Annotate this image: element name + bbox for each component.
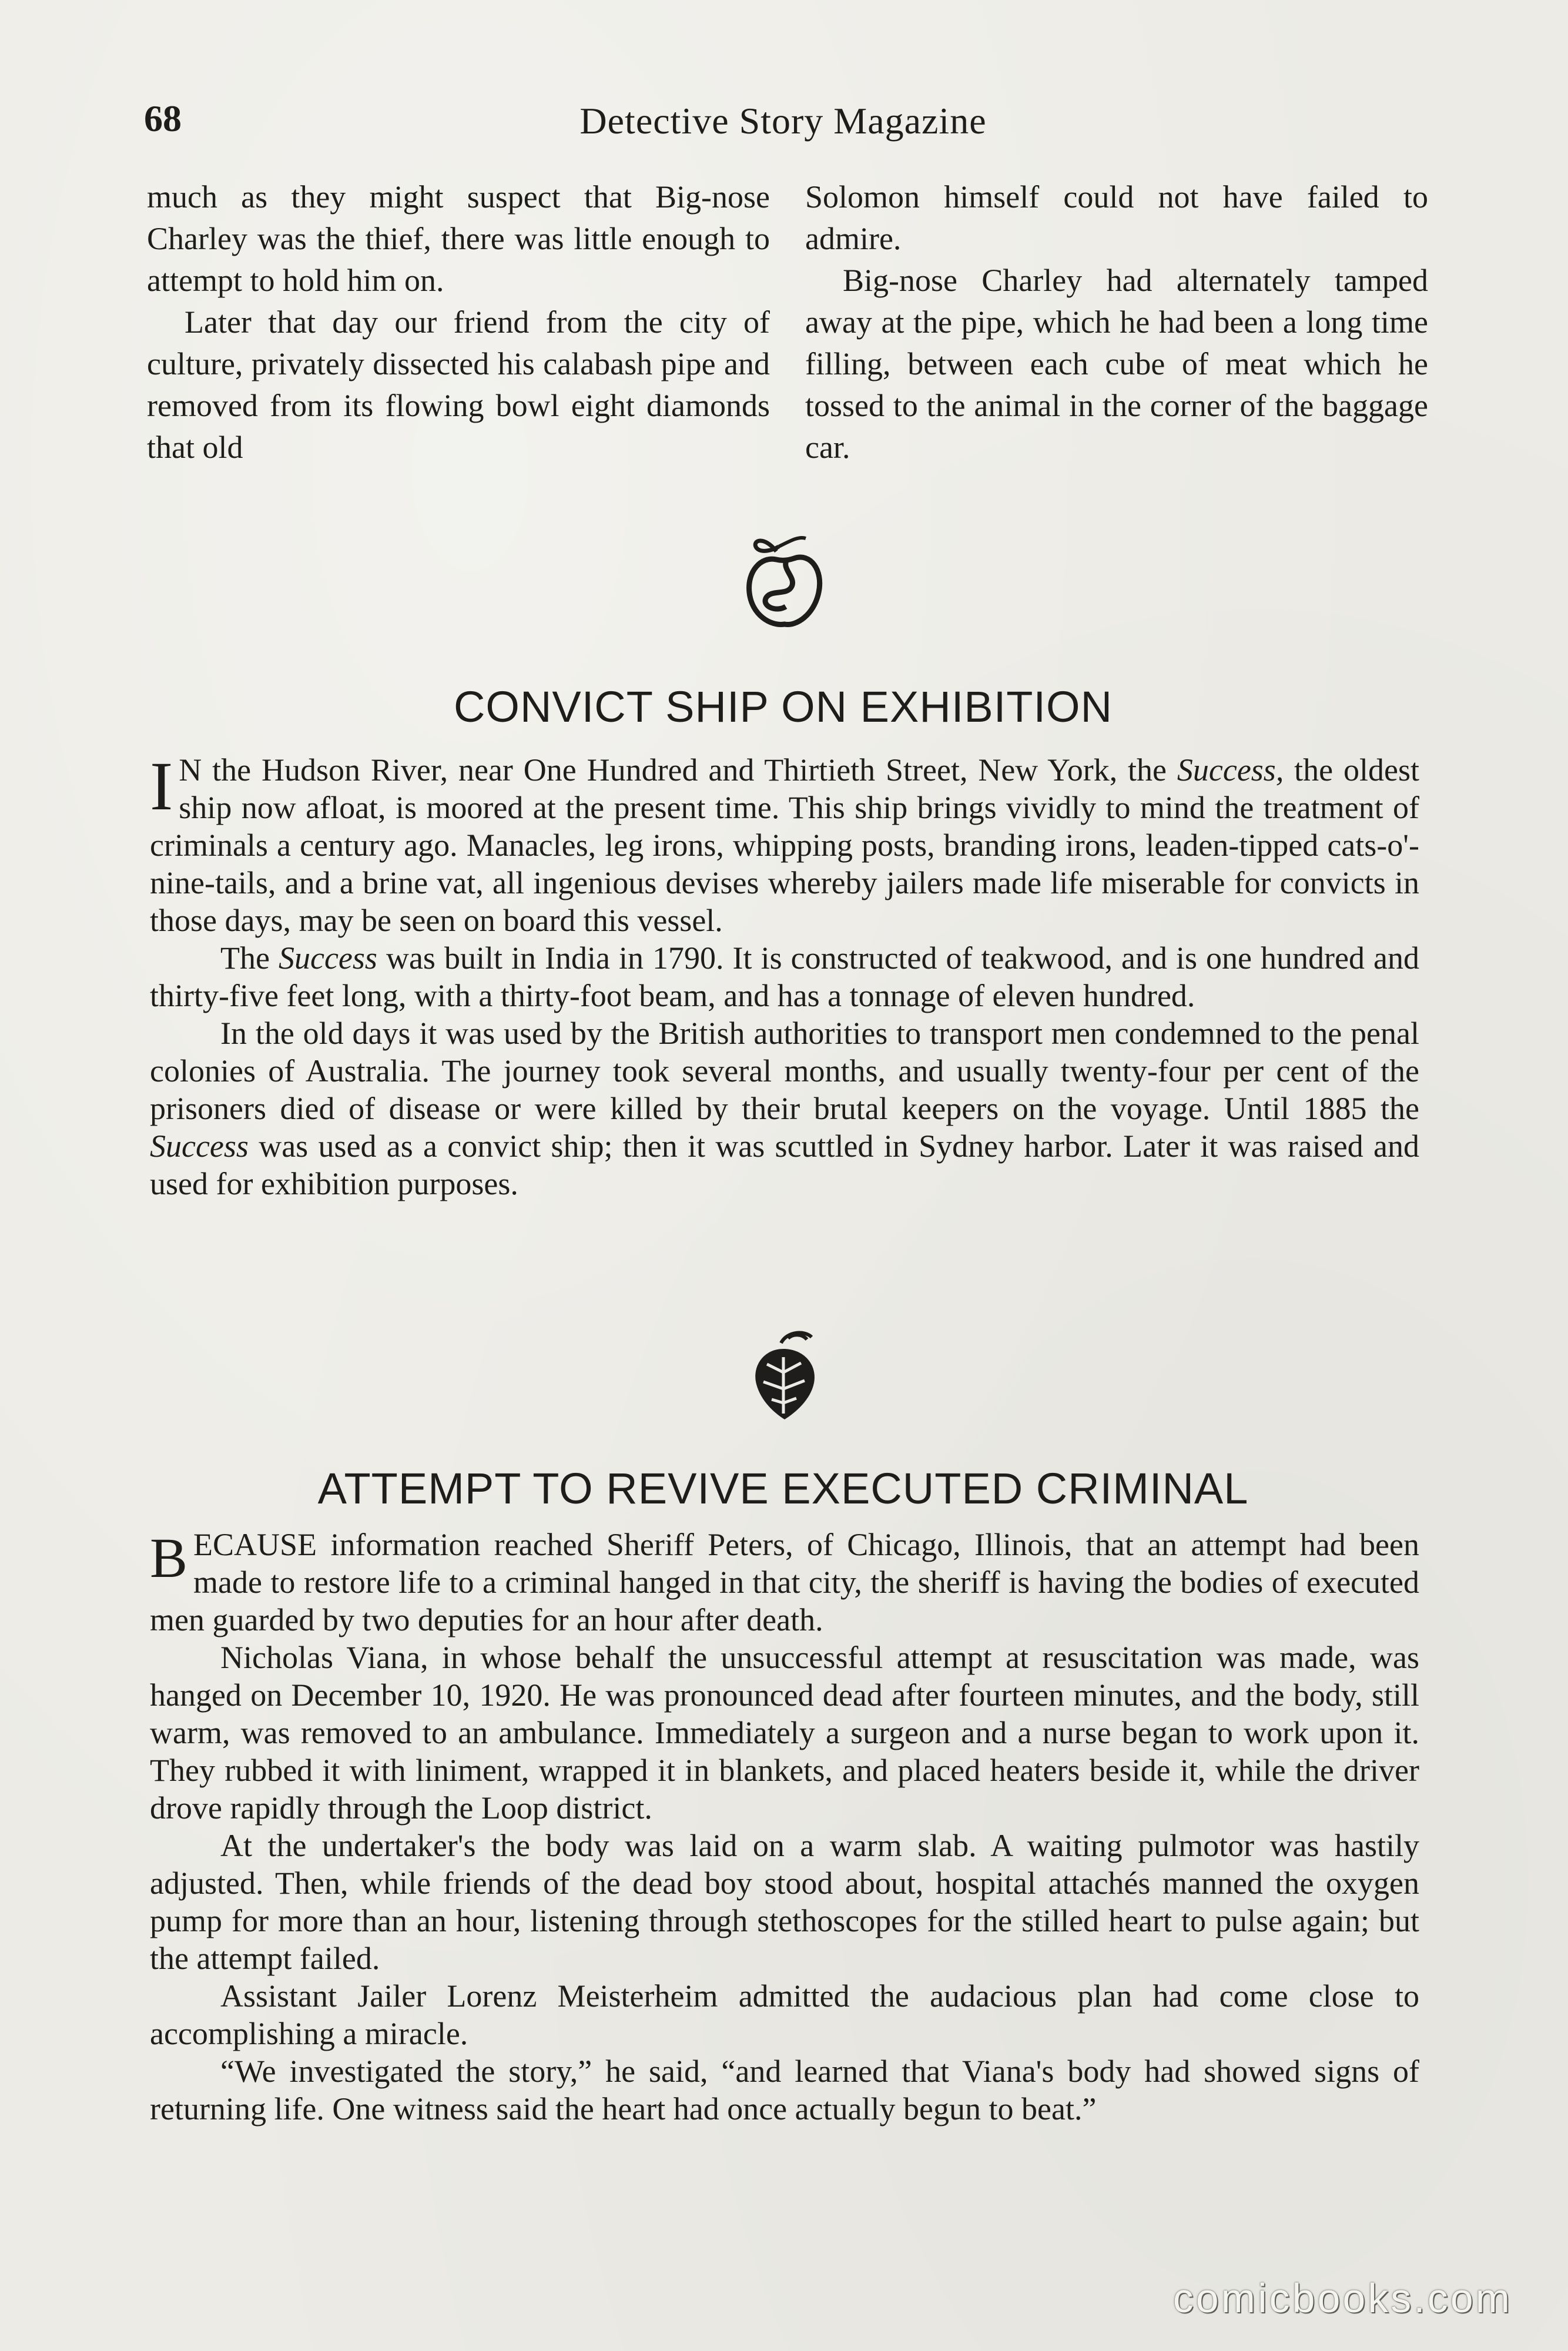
paragraph: Big-nose Charley had alternately tamped away at the pipe, which he had been a long time filling, between each cube of meat which he tossed to the animal in the corner of the baggage car. — [805, 263, 1428, 465]
text-run: The — [220, 940, 279, 976]
article-title: ATTEMPT TO REVIVE EXECUTED CRIMINAL — [317, 1464, 1249, 1513]
ship-name: Success — [278, 940, 377, 976]
article-convict-ship — [150, 748, 1419, 1203]
text-run: the oldest ship now afloat, is moored at the present time. This ship brings vividly to mind the treatment of criminals a century ago. Manacles, leg irons, whipping posts, branding irons, leaden-tipped cats-o'-nine-tails, and a brine vat, all ingenious devises whereby jailers made life miserable for convicts in those days, may be seen on board this vessel. — [150, 752, 1419, 938]
paragraph: “We investigated the story,” he said, “and learned that Viana's body had showed signs of returning life. One witness said the heart had once actually begun to beat.” — [150, 2054, 1419, 2126]
page-number: 68 — [144, 98, 182, 139]
fruit-ornament-icon — [740, 523, 828, 635]
running-title: Detective Story Magazine — [579, 100, 987, 142]
text-run: ECAUSE information reached Sheriff Peters, of Chicago, Illinois, that an attempt had been made to restore life to a criminal hanged in that city, the sheriff is having the bodies of executed men guarded by two deputies for an hour after death. — [150, 1527, 1419, 1637]
article-title: CONVICT SHIP ON EXHIBITION — [453, 682, 1113, 731]
paragraph: Later that day our friend from the city of culture, privately dissected his calabash pipe and removed from its flowing bowl eight diamonds that old — [147, 304, 770, 465]
text-run: was built in India in 1790. It is constructed of teakwood, and is one hundred and thirty-five feet long, with a thirty-foot beam, and has a tonnage of eleven hundred. — [150, 940, 1419, 1013]
ship-name: Success, — [1177, 752, 1284, 788]
ship-name: Success — [150, 1128, 249, 1164]
watermark: comicbooks.com — [1172, 2275, 1512, 2321]
paragraph: Solomon himself could not have failed to admire. — [805, 179, 1428, 256]
paragraph — [150, 1014, 1419, 1203]
page-header — [144, 97, 1422, 150]
drop-cap: B — [150, 1526, 188, 1589]
text-run: In the old days it was used by the British authorities to transport men condemned to the penal colonies of Australia. The journey took several months, and usually twenty-four per cent of the prisoners died of disease or were killed by their brutal keepers on the voyage. Until 1885 the — [150, 1016, 1419, 1126]
paragraph: At the undertaker's the body was laid on a warm slab. A waiting pulmotor was hastily adjusted. Then, while friends of the dead boy stood about, hospital attachés manned the oxygen pump for more than an hour, listening through stethoscopes for the stilled heart to pulse again; but the attempt failed. — [150, 1828, 1419, 1976]
article-revive-criminal — [150, 1526, 1419, 2128]
paragraph: much as they might suspect that Big-nose Charley was the thief, there was little enough to attempt to hold him on. — [147, 179, 770, 298]
paragraph: Assistant Jailer Lorenz Meisterheim admitted the audacious plan had come close to accomplishing a miracle. — [150, 1978, 1419, 2051]
text-run: was used as a convict ship; then it was scuttled in Sydney harbor. Later it was raised and used for exhibition purposes. — [150, 1128, 1419, 1201]
paragraph — [150, 939, 1419, 1014]
leaf-ornament-icon — [746, 1325, 822, 1425]
paragraph — [150, 748, 1419, 939]
paragraph — [150, 1526, 1419, 1639]
drop-cap: I — [150, 748, 173, 825]
continued-story — [147, 176, 1428, 482]
paragraph: Nicholas Viana, in whose behalf the unsuccessful attempt at resuscitation was made, was hanged on December 10, 1920. He was pronounced dead after fourteen minutes, and the body, still warm, was removed to an ambulance. Immediately a surgeon and a nurse began to work upon it. They rubbed it with liniment, wrapped it in blankets, and placed heaters beside it, while the driver drove rapidly through the Loop district. — [150, 1640, 1419, 1826]
right-column — [805, 176, 1428, 468]
text-run: N the Hudson River, near One Hundred and Thirtieth Street, New York, the — [179, 752, 1177, 788]
left-column — [147, 176, 770, 468]
